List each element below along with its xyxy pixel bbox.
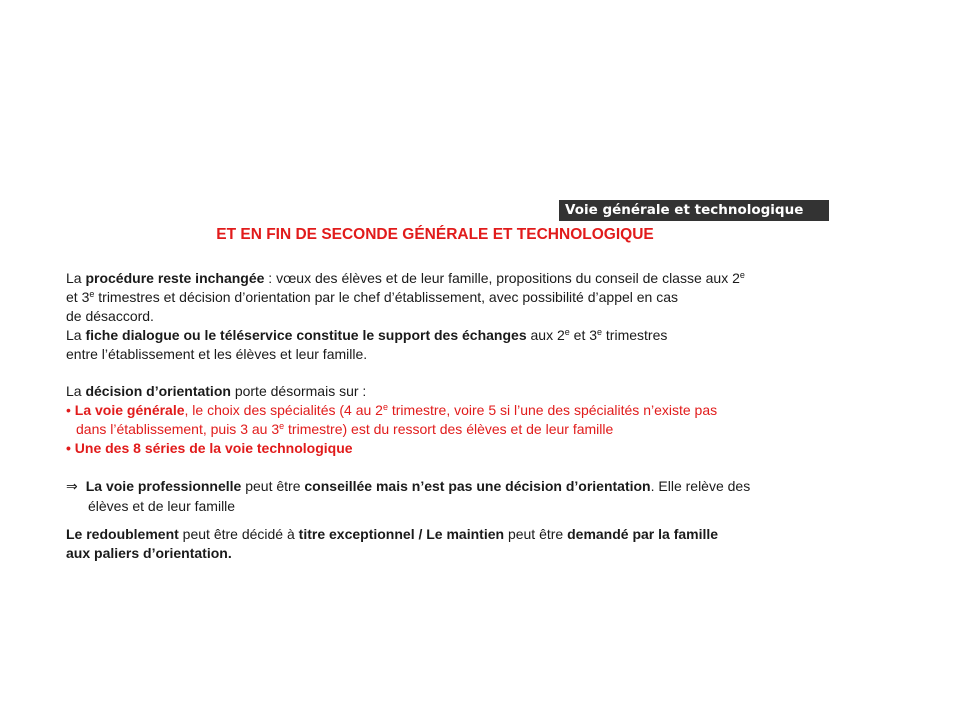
text: , le choix des spécialités (4 au 2 (184, 402, 383, 418)
superscript: e (597, 327, 603, 337)
bullet-voie-technologique (66, 439, 806, 458)
text: et 3 (66, 289, 90, 305)
procedure-line-4 (66, 326, 806, 345)
text: trimestre, voire 5 si l’une des spécialités n’existe pas (387, 402, 718, 418)
voie-pro-line-2: élèves et de leur famille (88, 498, 236, 514)
superscript: e (89, 289, 95, 299)
section-tag (559, 200, 829, 221)
superscript: e (279, 421, 285, 431)
bullet-voie-generale (66, 401, 806, 420)
procedure-line-1 (66, 269, 806, 288)
emphasis-text: décision d’orientation (85, 383, 231, 399)
redoublement-line-1 (66, 525, 806, 544)
text: et 3 (569, 327, 598, 343)
emphasis-text: Le redoublement (66, 526, 179, 542)
superscript: e (382, 402, 388, 412)
superscript: e (564, 327, 570, 337)
emphasis-text: La voie professionnelle (85, 478, 242, 494)
procedure-line-2 (66, 288, 806, 307)
emphasis-text: fiche dialogue ou le téléservice constitue le support des échanges (85, 327, 527, 343)
decision-paragraph (66, 382, 806, 458)
text: trimestres et décision d’orientation par le chef d’établissement, avec possibilité d’appel en cas (94, 289, 679, 305)
emphasis-text: procédure reste inchangée (85, 270, 265, 286)
emphasis-text: La voie générale (74, 402, 185, 418)
bullet-marker: • (66, 402, 75, 418)
text: dans l’établissement, puis 3 au 3 (76, 421, 280, 437)
text: peut être (504, 526, 568, 542)
emphasis-text: aux paliers d’orientation. (66, 545, 232, 561)
text: . Elle relève des (650, 478, 751, 494)
text: trimestre) est du ressort des élèves et de leur famille (284, 421, 614, 437)
emphasis-text: titre exceptionnel / Le maintien (298, 526, 505, 542)
text: : vœux des élèves et de leur famille, propositions du conseil de classe aux 2 (264, 270, 740, 286)
section-tag-label: Voie générale et technologique (565, 202, 804, 218)
text: porte désormais sur : (230, 383, 367, 399)
superscript: e (739, 270, 745, 280)
redoublement-line-2 (66, 544, 806, 563)
page-heading: ET EN FIN DE SECONDE GÉNÉRALE ET TECHNOLOGIQUE (216, 226, 654, 243)
decision-intro (66, 382, 806, 401)
emphasis-text: • Une des 8 séries de la voie technologique (66, 440, 353, 456)
text: La (66, 270, 86, 286)
text: peut être (241, 478, 305, 494)
voie-pro-paragraph (66, 477, 806, 516)
text: La (66, 383, 86, 399)
text: La (66, 327, 86, 343)
bullet-voie-generale-cont (66, 420, 806, 439)
voie-pro-line-1 (66, 477, 806, 497)
procedure-paragraph (66, 269, 806, 364)
text: aux 2 (526, 327, 565, 343)
right-arrow-icon: ⇒ (66, 479, 78, 495)
text: peut être décidé à (178, 526, 299, 542)
procedure-line-3: de désaccord. (66, 308, 154, 324)
procedure-line-5: entre l’établissement et les élèves et leur famille. (66, 346, 368, 362)
emphasis-text: demandé par la famille (567, 526, 719, 542)
emphasis-text: conseillée mais n’est pas une décision d’orientation (304, 478, 651, 494)
text: trimestres (602, 327, 668, 343)
redoublement-paragraph (66, 525, 806, 563)
